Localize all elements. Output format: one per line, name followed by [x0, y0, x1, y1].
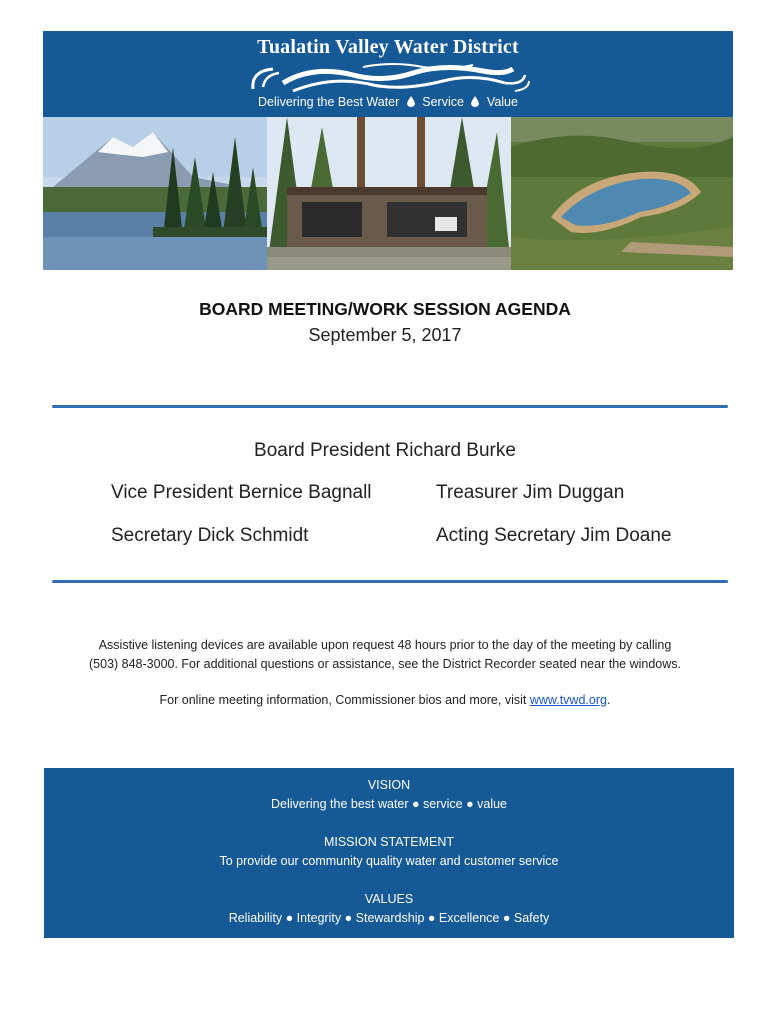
mission-heading: MISSION STATEMENT — [323, 835, 455, 849]
agenda-title: BOARD MEETING/WORK SESSION AGENDA — [199, 299, 571, 319]
header-banner — [43, 31, 733, 117]
mountain-lake-photo — [43, 117, 267, 270]
values-heading: VALUES — [364, 892, 414, 906]
photo-strip — [43, 117, 733, 270]
reservoir-photo — [511, 117, 733, 270]
secretary: Secretary Dick Schmidt — [111, 525, 309, 546]
online-info-suffix: . — [606, 693, 611, 707]
district-building-photo — [267, 117, 511, 270]
vision-heading: VISION — [367, 778, 411, 792]
treasurer: Treasurer Jim Duggan — [436, 482, 625, 503]
mission-text: To provide our community quality water and customer service — [219, 854, 559, 868]
values-text: Reliability ● Integrity ● Stewardship ● Excellence ● Safety — [228, 911, 550, 925]
water-drop-icon — [471, 96, 479, 107]
banner-tagline — [43, 95, 733, 109]
notice-line-2: (503) 848-3000. For additional questions or assistance, see the District Recorder seated near the windows. — [89, 657, 681, 671]
divider-top — [52, 405, 728, 408]
assistive-listening-notice — [40, 636, 730, 674]
online-info — [0, 693, 770, 707]
acting-secretary: Acting Secretary Jim Doane — [436, 525, 672, 546]
tagline-service: Service — [422, 95, 464, 109]
divider-bottom — [52, 580, 728, 583]
board-president: Board President Richard Burke — [254, 440, 516, 461]
district-name: Tualatin Valley Water District — [257, 36, 519, 58]
tagline-best-water: Delivering the Best Water — [258, 95, 400, 109]
vision-text: Delivering the best water ● service ● value — [270, 797, 508, 811]
meeting-date: September 5, 2017 — [308, 325, 462, 345]
vision-mission-values-box — [44, 768, 734, 938]
online-info-prefix: For online meeting information, Commissioner bios and more, visit — [159, 693, 530, 707]
water-drop-icon — [407, 96, 415, 107]
vice-president: Vice President Bernice Bagnall — [111, 482, 372, 503]
website-link[interactable]: www.tvwd.org — [529, 693, 607, 707]
notice-line-1: Assistive listening devices are available upon request 48 hours prior to the day of the meeting by calling — [98, 638, 672, 652]
tagline-value: Value — [486, 95, 518, 109]
water-wave-logo-icon — [243, 61, 533, 95]
